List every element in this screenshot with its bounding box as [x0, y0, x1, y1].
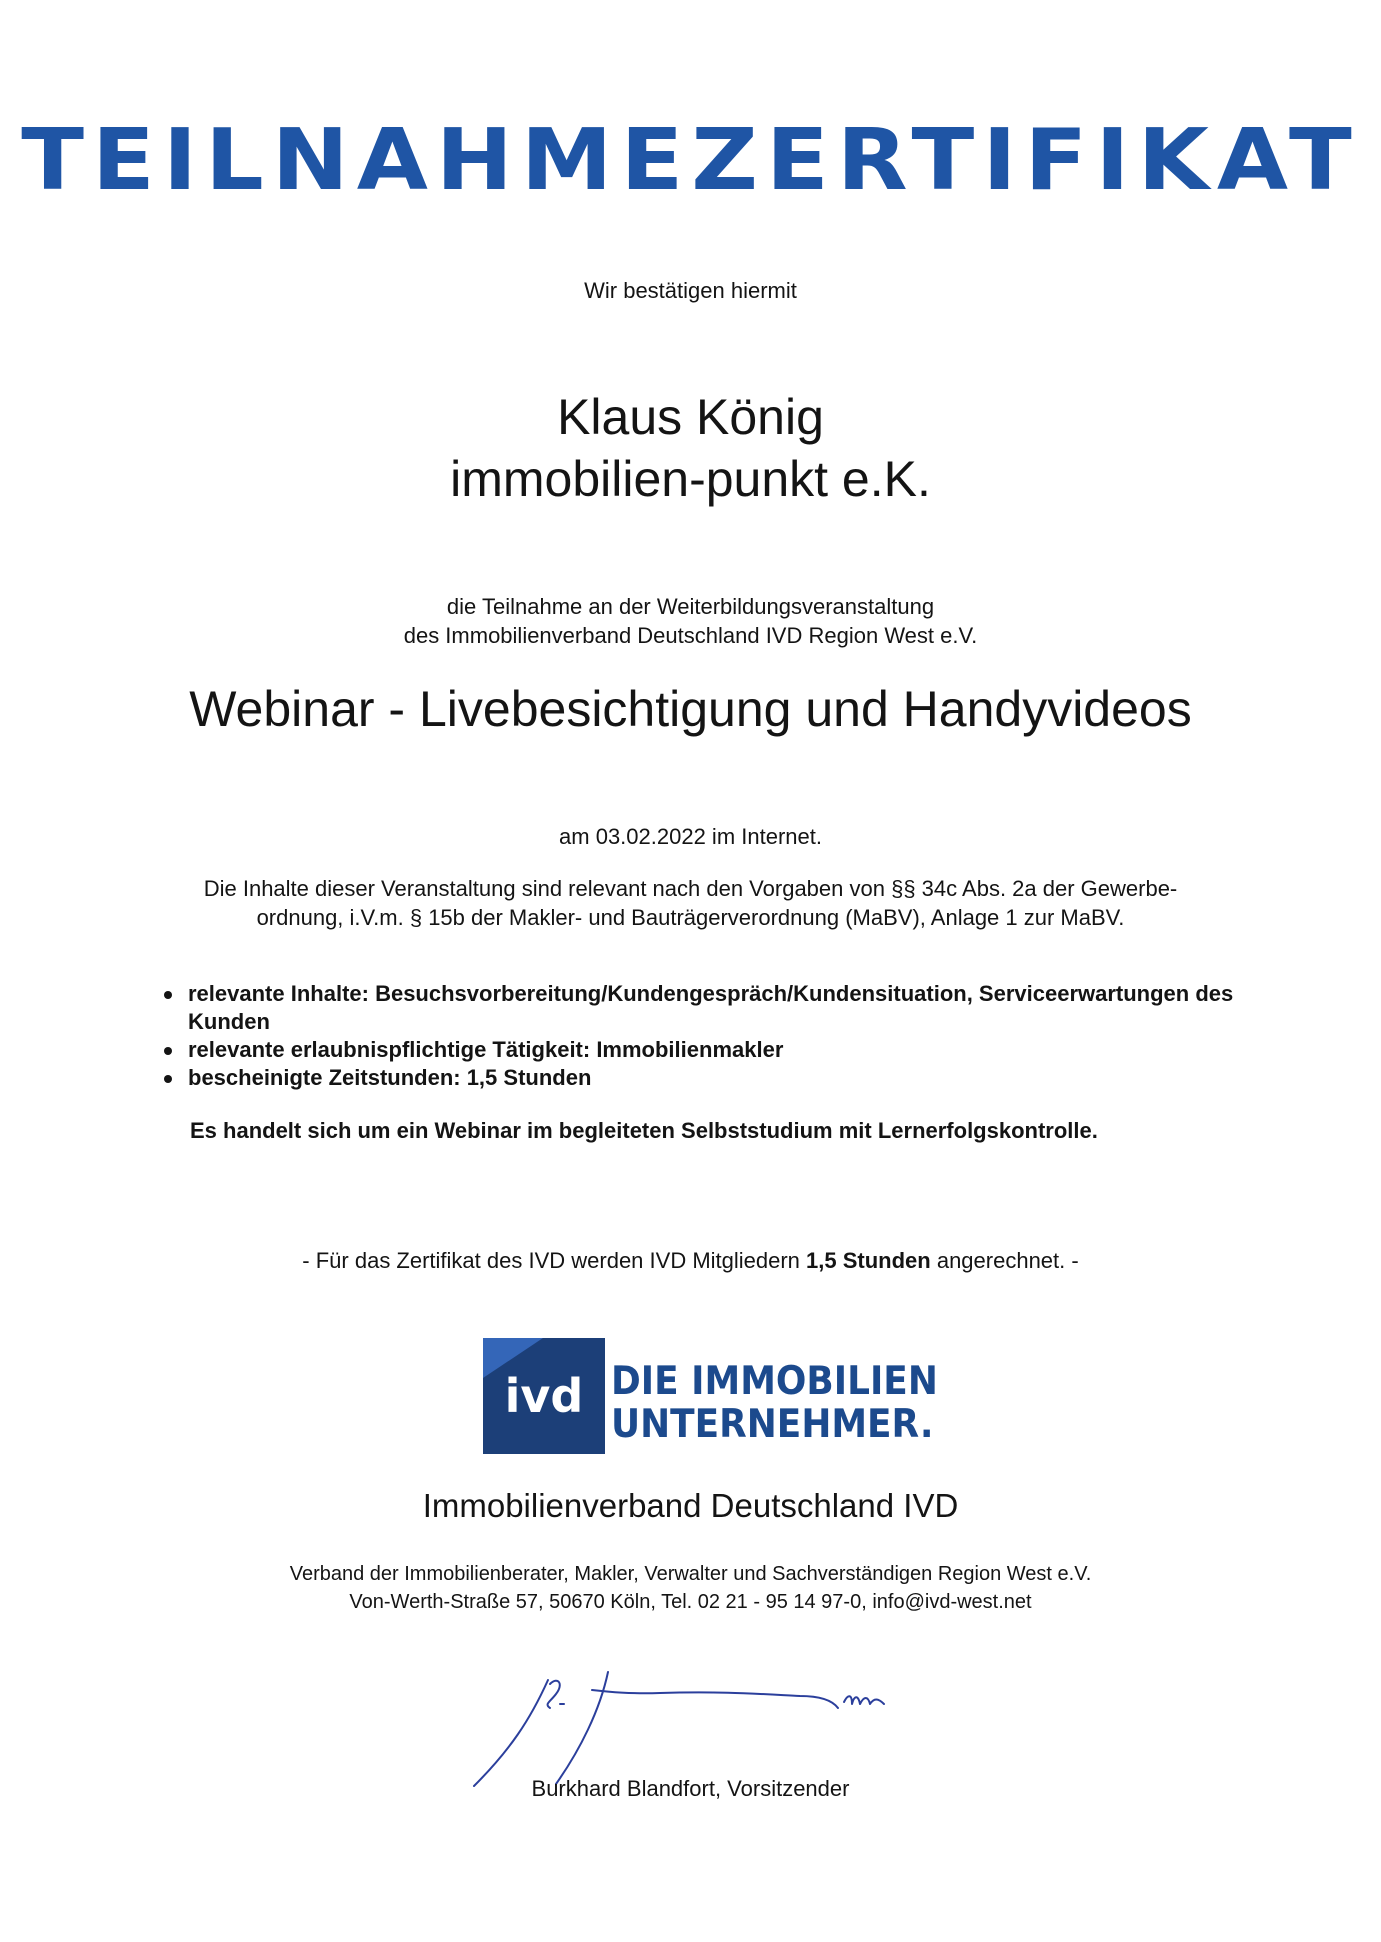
ivd-logo-wordmark [611, 1360, 938, 1446]
intro-line: die Teilnahme an der Weiterbildungsveranstaltung [446, 594, 935, 619]
list-item [160, 1036, 1310, 1064]
webinar-note: Es handelt sich um ein Webinar im begleiteten Selbststudium mit Lernerfolgskontrolle. [190, 1118, 1098, 1143]
signer-name: Burkhard Blandfort, Vorsitzender [531, 1776, 850, 1801]
bullet-icon [164, 991, 172, 999]
list-item [160, 980, 1310, 1036]
credit-suffix: angerechnet. - [930, 1248, 1079, 1273]
ivd-logo [483, 1338, 938, 1460]
participant-block [0, 386, 1381, 510]
relevance-line: ordnung, i.V.m. § 15b der Makler- und Bauträgerverordnung (MaBV), Anlage 1 zur MaBV. [256, 905, 1125, 930]
credit-hours: 1,5 Stunden [806, 1248, 931, 1273]
credit-note [0, 1246, 1381, 1276]
organization-line: Verband der Immobilienberater, Makler, Verwalter und Sachverständigen Region West e.V. [289, 1563, 1092, 1585]
participant-name: Klaus König [557, 389, 824, 445]
confirmation-text: Wir bestätigen hiermit [584, 278, 797, 303]
relevance-text [0, 874, 1381, 932]
bullet-text: relevante Inhalte: Besuchsvorbereitung/Kundengespräch/Kundensituation, Serviceerwartungen des Kunden [188, 981, 1234, 1034]
event-title: Webinar - Livebesichtigung und Handyvideos [189, 681, 1192, 737]
organization-details [0, 1560, 1381, 1616]
organization-name: Immobilienverband Deutschland IVD [422, 1487, 959, 1524]
bullet-text: relevante erlaubnispflichtige Tätigkeit: Immobilienmakler [188, 1037, 784, 1062]
bullet-text: bescheinigte Zeitstunden: 1,5 Stunden [188, 1065, 592, 1090]
participant-company: immobilien-punkt e.K. [450, 451, 931, 507]
bullet-icon [164, 1075, 172, 1083]
event-date: am 03.02.2022 im Internet. [559, 824, 822, 849]
handwritten-signature [460, 1650, 940, 1790]
ivd-mark-icon [483, 1338, 605, 1454]
credit-prefix: - Für das Zertifikat des IVD werden IVD Mitgliedern [302, 1248, 807, 1273]
intro-text [0, 592, 1381, 650]
ivd-mark-text: ivd [504, 1369, 584, 1423]
intro-line: des Immobilienverband Deutschland IVD Region West e.V. [403, 623, 978, 648]
relevance-line: Die Inhalte dieser Veranstaltung sind relevant nach den Vorgaben von §§ 34c Abs. 2a der Gewerbe- [203, 876, 1178, 901]
certificate-title: TEILNAHMEZERTIFIKAT [21, 110, 1360, 210]
organization-address: Von-Werth-Straße 57, 50670 Köln, Tel. 02 21 - 95 14 97-0, info@ivd-west.net [349, 1591, 1032, 1613]
bullet-list [160, 980, 1310, 1092]
logo-line: UNTERNEHMER. [611, 1402, 934, 1447]
logo-line: DIE IMMOBILIEN [611, 1359, 938, 1404]
bullet-icon [164, 1047, 172, 1055]
ivd-logo-mark [483, 1338, 605, 1454]
list-item [160, 1064, 1310, 1092]
